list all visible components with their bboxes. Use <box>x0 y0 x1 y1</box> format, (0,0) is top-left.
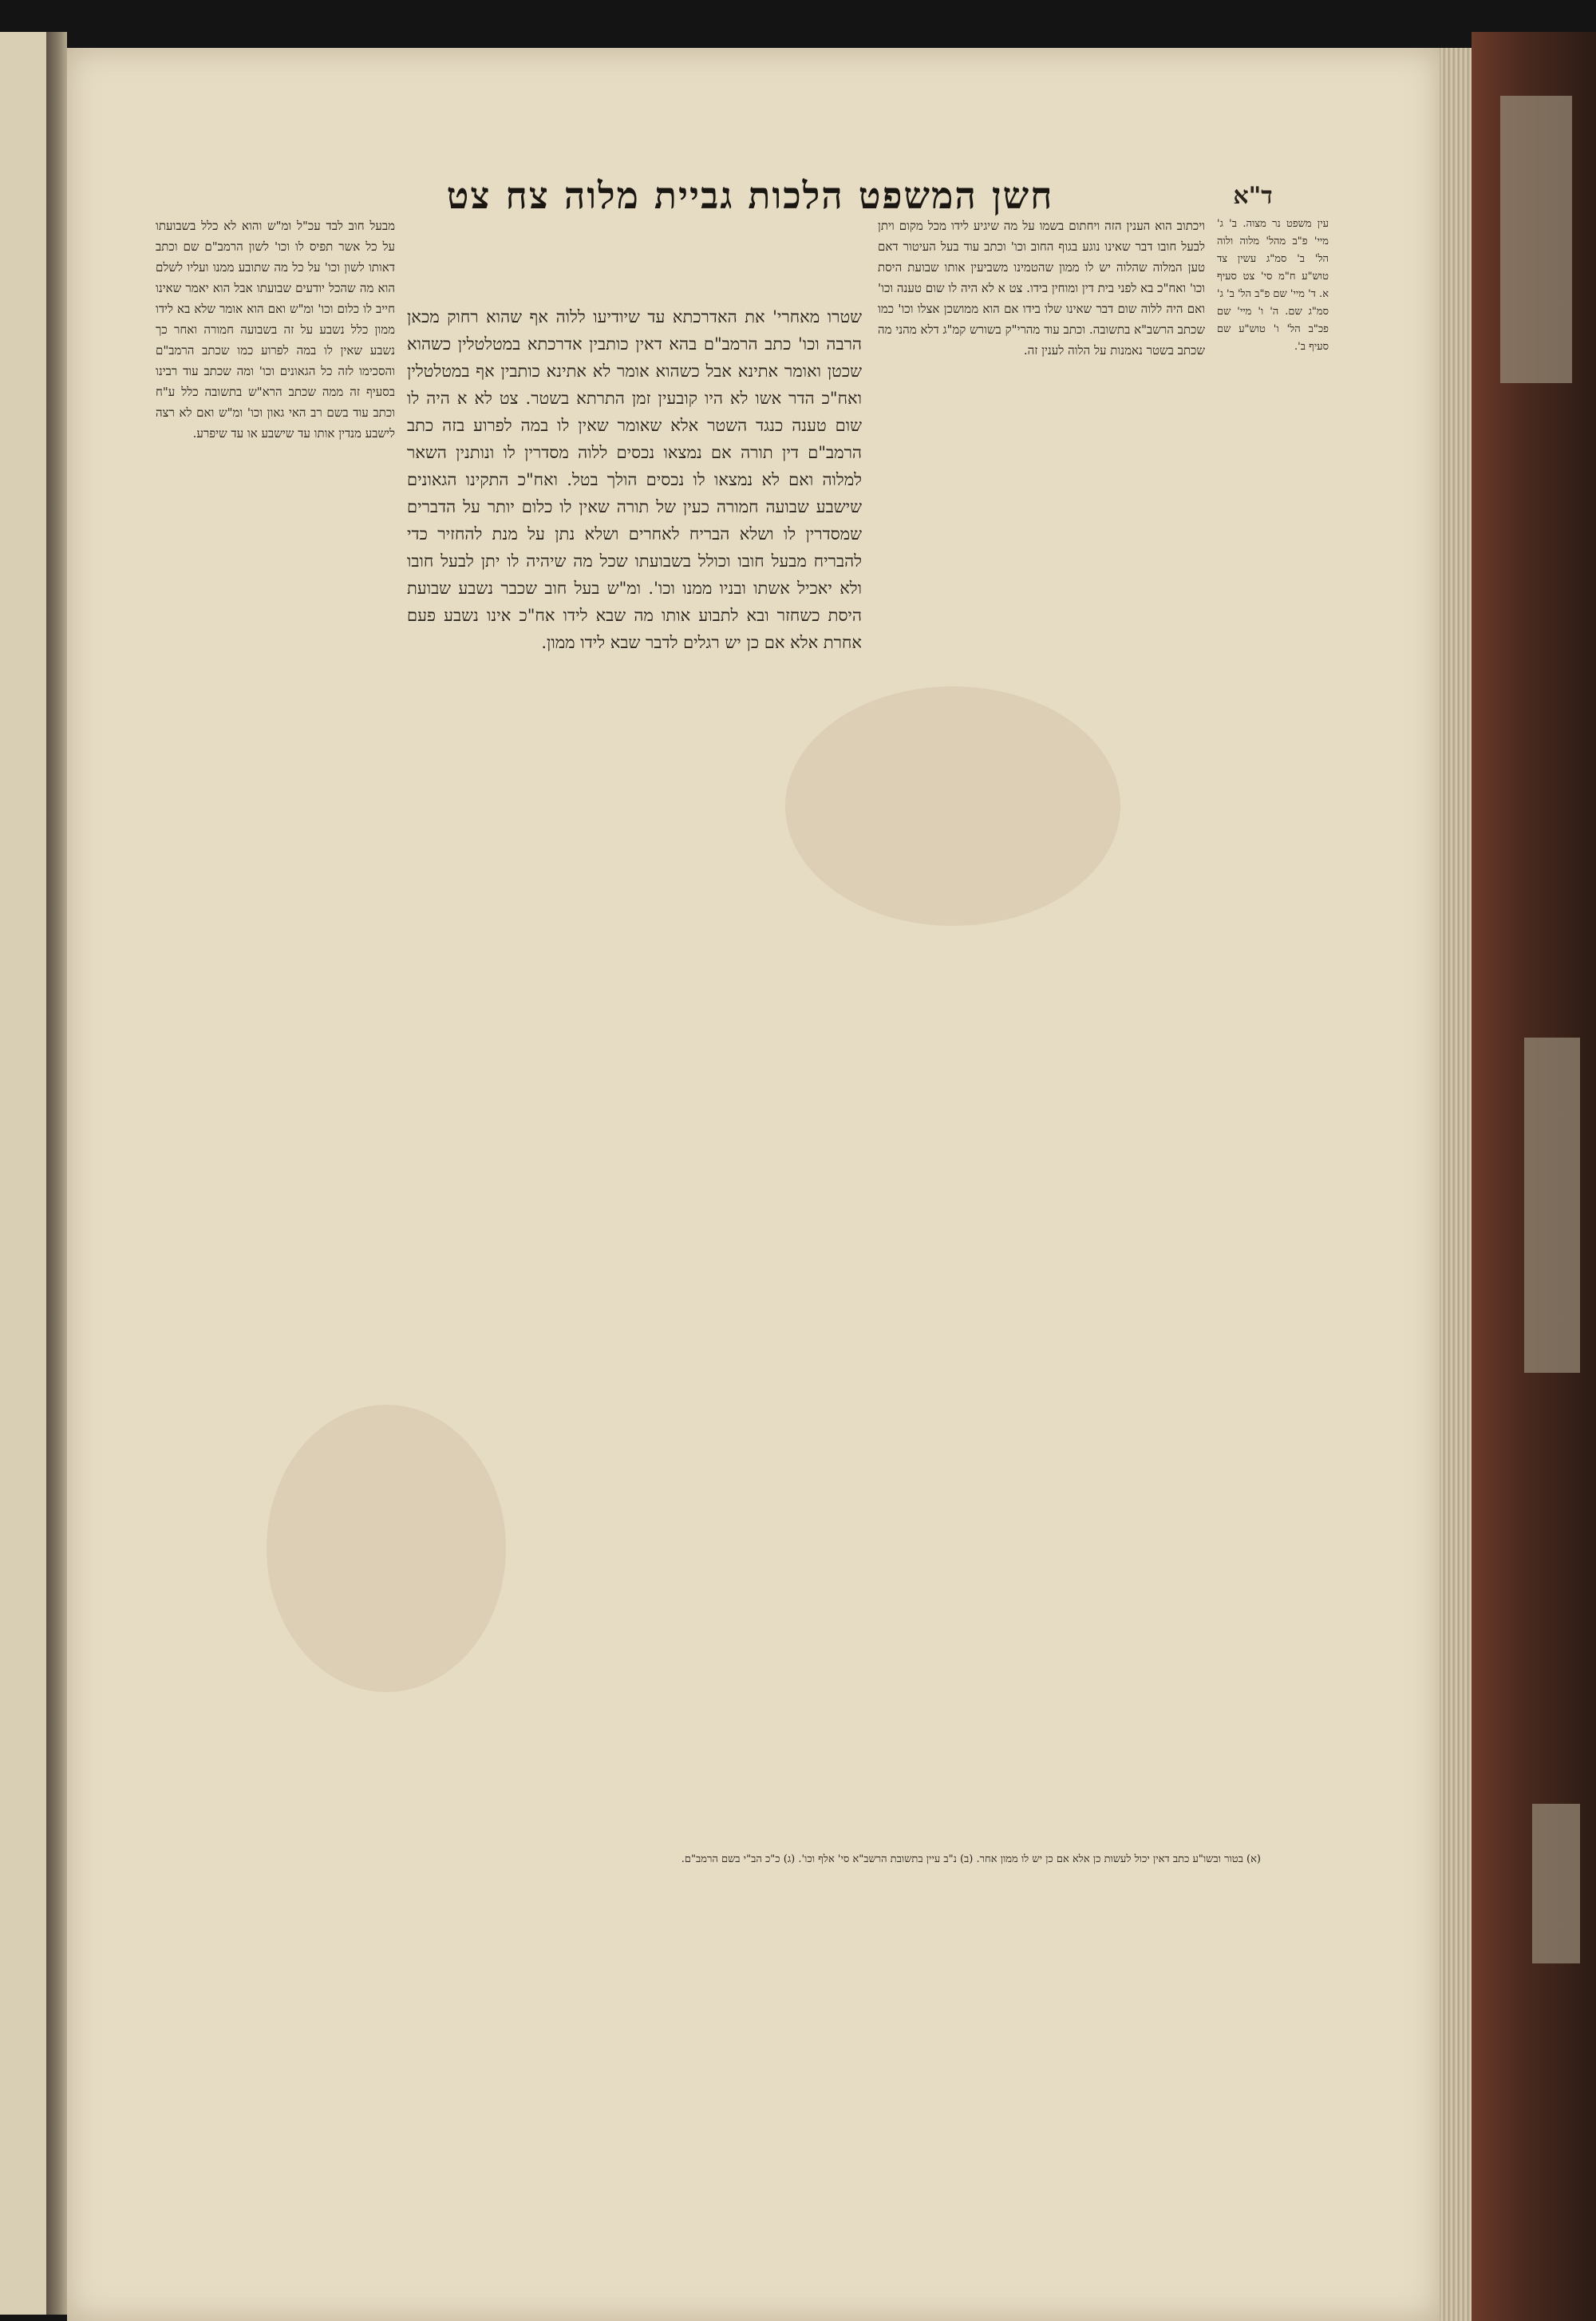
spine-wear <box>1524 1038 1580 1373</box>
page-signature: ד"א <box>1233 182 1273 210</box>
commentary-paragraph: מבעל חוב לבד עכ"ל ומ"ש והוא לא כלל בשבועתו על כל אשר תפיס לו וכו' לשון הרמב"ם שם וכתב דאותו לשון וכו' על כל מה שתובע ממנו ועליו לשלם הוא מה שהכל יודעים שבועתו אבל הוא יאמר שאינו חייב לו כלום וכו' ומ"ש ואם הוא אומר שלא בא לידו ממון כלל נשבע על זה בשבועה חמורה ואחר כך נשבע שאין לו במה לפרוע כמו שכתב הרמב"ם והסכימו לזה כל הגאונים וכו' ומה שכתב עוד רבינו בסעיף זה ממה שכתב הרא"ש בתשובה כלל ע"ח וכתב עוד בשם רב האי גאון וכו' ומ"ש ואם לא רצה לישבע מנדין אותו עד שישבע או עד שיפרע. <box>156 219 395 441</box>
margin-notes-column <box>1217 215 1329 1884</box>
main-text-paragraph: שטרו מאחרי' את האדרכתא עד שיודיעו ללוה אף שהוא רחוק מכאן הרבה וכו' כתב הרמב"ם בהא דאין כותבין אדרכתא במטלטלין כשהוא שכטן ואומר אתינא אבל כשהוא אומר לא אתינא כותבין אף במטלטלין ואח"כ הדר אשו לא היו קובעין זמן התרתא בשטר. צט לא א היה לו שום טענה כנגד השטר אלא שאומר שאין לו במה לפרוע בזה כתב הרמב"ם דין תורה אם נמצאו נכסים ללוה מסדרין לו ונותנין השאר למלוה ואם לא נמצאו לו נכסים הולך בטל. ואח"כ התקינו הגאונים שישבע שבועה חמורה כעין של תורה שאין לו כלום יותר על הדברים שמסדרין לו ושלא הבריח לאחרים ושלא נתן על מנת להחזיר כדי להבריח מבעל חובו וכולל בשבועתו שכל מה שיהיה לו יתן לבעל חובו ולא יאכיל אשתו ובניו ממנו וכו'. ומ"ש בעל חוב שכבר נשבע שבועת היסת כשחזר ובא לתבוע אותו מה שבא לידו אח"כ אינו נשבע פעם אחרת אלא אם כן יש רגלים לדבר שבא לידו ממון. <box>407 307 862 652</box>
page-footnotes: (א) בטור ובשו"ע כתב דאין יכול לעשות כן אלא אם כן יש לו ממון אחר. (ב) נ"ב עיין בתשובת הרשב"א סי' אלף וכו'. (ג) כ"כ הב"י בשם הרמב"ם. <box>681 1853 1261 1865</box>
margin-note: עין משפט נר מצוה. ב' ג' מיי' פ"ב מהל' מלוה ולוה הל' ב' סמ"ג עשין צד טוש"ע ח"מ סי' צט סעיף א. ד' מיי' שם פ"ב הל' ב' ג' סמ"ג שם. ה' ו' מיי' שם פכ"ב הל' ו' טוש"ע שם סעיף ב'. <box>1217 218 1329 353</box>
book-gutter <box>46 32 67 2315</box>
page-fore-edge <box>1440 48 1472 2321</box>
main-text-column <box>407 303 862 1908</box>
commentary-paragraph: ויכתוב הוא הענין הזה ויחתום בשמו על מה שיגיע לידו מכל מקום ויתן לבעל חובו דבר שאינו נוגע בגוף החוב וכו' וכתב עוד בעל העיטור דאם טען המלוה שהלוה יש לו ממון שהטמינו משביעין אותו שבועת היסת וכו' ואח"כ בא לפני בית דין ומוחין בידו. צט א לא היה לו שום טענה וכו' ואם היה ללוה שום דבר שאינו שלו בידו אם הוא ממושכן אצלו וכו' כמו שכתב הרשב"א בתשובה. וכתב עוד מהרי"ק בשורש קמ"ג דלא מהני מה שכתב בשטר נאמנות על הלוה לענין זה. <box>878 219 1205 358</box>
left-page-edge <box>0 32 49 2315</box>
spine-wear <box>1500 96 1572 383</box>
spine-wear <box>1532 1804 1580 1963</box>
running-head: חשן המשפט הלכות גביית מלוה צח צט <box>446 174 1054 217</box>
commentary-column-inner <box>156 215 395 1884</box>
commentary-column-outer <box>878 215 1205 1884</box>
